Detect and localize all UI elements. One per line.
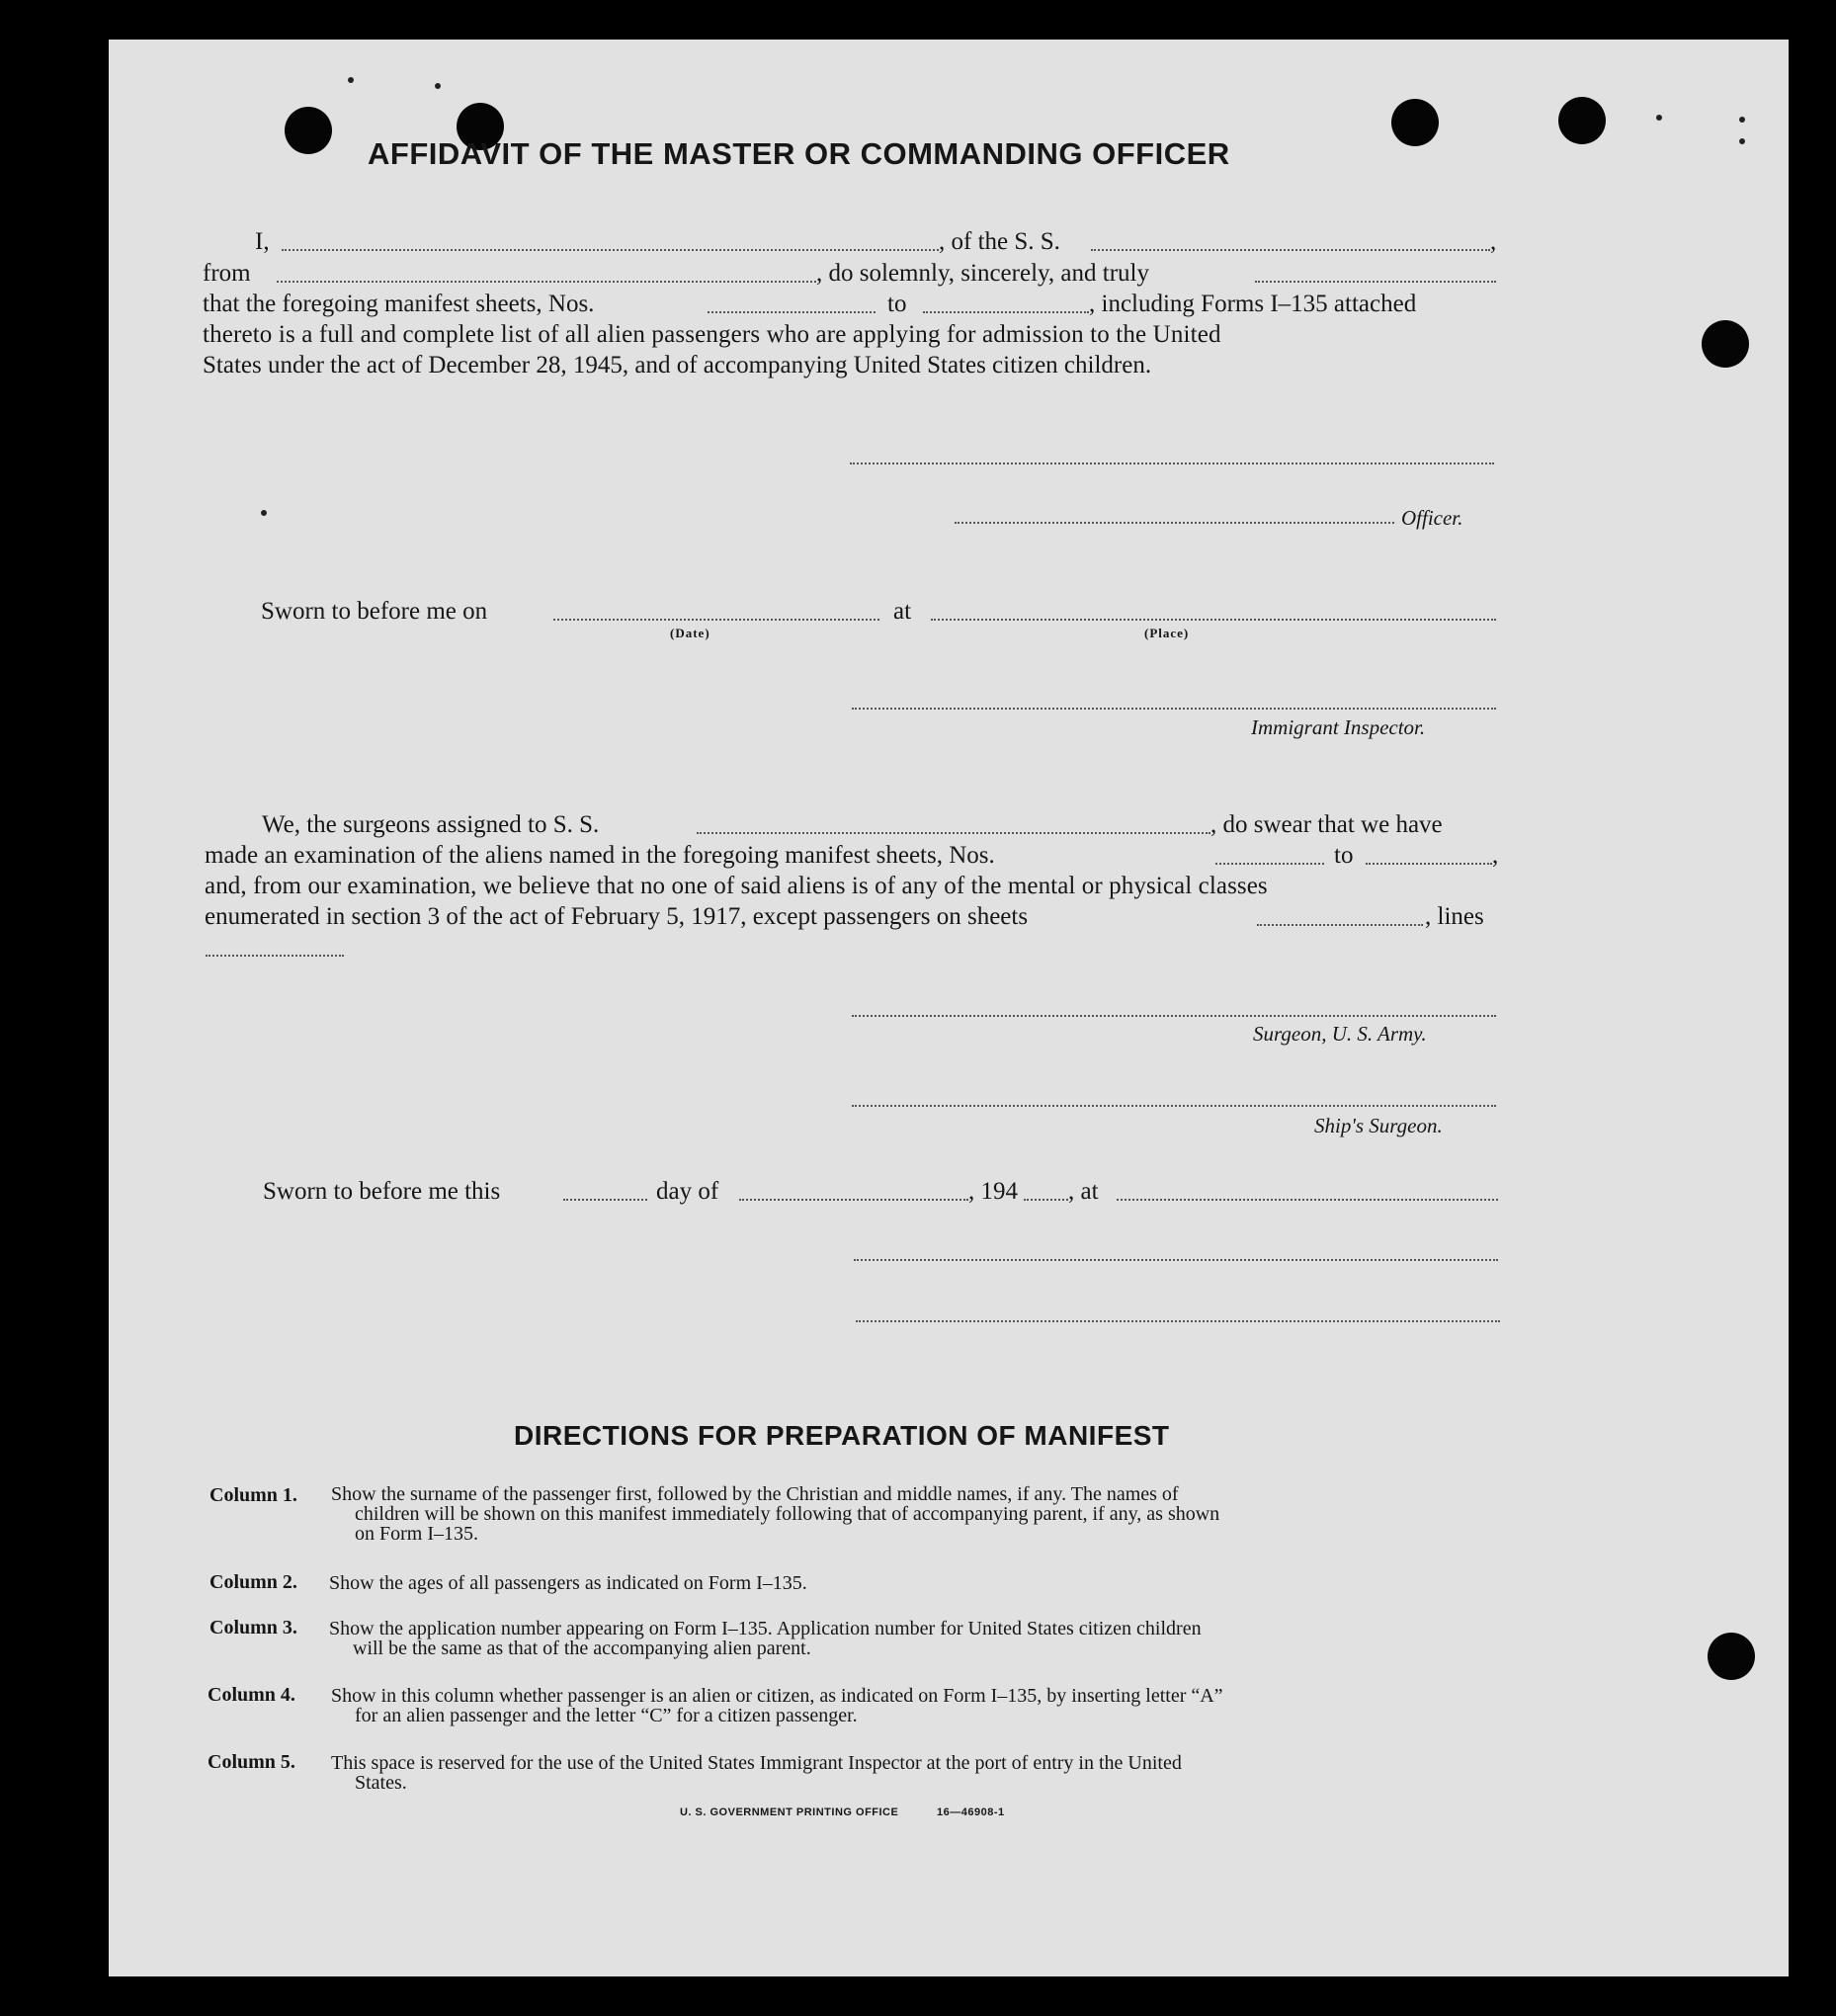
text-swear: , do swear that we have (1210, 811, 1443, 838)
text-sworn-on: Sworn to before me on (261, 598, 488, 625)
text-year-prefix: , 194 (968, 1178, 1018, 1205)
ship-surgeon-signature-field[interactable] (852, 1105, 1496, 1107)
inspector-signature-field[interactable] (852, 708, 1496, 710)
column-4-line-2: for an alien passenger and the letter “C” for a citizen passenger. (355, 1705, 858, 1726)
punch-hole (1391, 99, 1439, 146)
speck (1739, 138, 1745, 144)
text-lines: , lines (1425, 903, 1484, 930)
army-surgeon-caption: Surgeon, U. S. Army. (1253, 1022, 1427, 1046)
text-at-2: , at (1068, 1178, 1099, 1205)
text-surgeon-line4: enumerated in section 3 of the act of February 5, 1917, except passengers on sheets (205, 903, 1029, 930)
punch-hole (1708, 1633, 1755, 1680)
column-2-label: Column 2. (209, 1571, 297, 1593)
sworn-place-field[interactable] (931, 619, 1496, 621)
column-1-text (331, 1484, 1487, 1544)
sworn-day-field[interactable] (563, 1199, 647, 1201)
ship-name-field[interactable] (1091, 249, 1490, 251)
column-4-label: Column 4. (208, 1684, 295, 1706)
column-1-line-2: children will be shown on this manifest immediately following that of accompanying parent, if any, as shown (355, 1503, 1220, 1525)
text-made-exam: made an examination of the aliens named in the foregoing manifest sheets, Nos. (205, 842, 995, 869)
column-5-line-1: This space is reserved for the use of the United States Immigrant Inspector at the port of entry in the United (331, 1752, 1182, 1774)
sworn-place-field-2[interactable] (1117, 1199, 1498, 1201)
text-line5: States under the act of December 28, 1945, and of accompanying United States citizen children. (203, 352, 1152, 378)
punch-hole (1702, 320, 1749, 368)
speck (1739, 117, 1745, 123)
sworn-year-field[interactable] (1024, 1199, 1068, 1201)
speck (348, 77, 354, 83)
column-3-line-1: Show the application number appearing on Form I–135. Application number for United States citizen children (329, 1618, 1202, 1639)
text-comma: , (1490, 228, 1497, 255)
sworn-month-field[interactable] (739, 1199, 968, 1201)
column-1-line-1: Show the surname of the passenger first, followed by the Christian and middle names, if any. The names of (331, 1483, 1179, 1505)
date-caption: (Date) (670, 626, 710, 640)
column-3-text (329, 1619, 1485, 1658)
text-from: from (203, 260, 251, 287)
text-day-of: day of (656, 1178, 719, 1205)
from-port-field[interactable] (277, 281, 816, 283)
except-lines-field[interactable] (206, 955, 344, 957)
text-at: at (893, 598, 912, 625)
text-solemnly: , do solemnly, sincerely, and truly (816, 260, 1149, 287)
text-to: to (887, 291, 907, 317)
text-including: , including Forms I–135 attached (1089, 291, 1417, 317)
column-3-line-2: will be the same as that of the accompanying alien parent. (353, 1638, 811, 1659)
inspector-caption: Immigrant Inspector. (1251, 715, 1426, 739)
exam-sheets-to-field[interactable] (1366, 863, 1492, 865)
column-5-text (331, 1753, 1487, 1793)
text-of-ss: , of the S. S. (939, 228, 1060, 255)
sheets-from-field[interactable] (708, 311, 876, 313)
exam-sheets-from-field[interactable] (1215, 863, 1324, 865)
column-4-text (331, 1686, 1487, 1725)
speck (261, 510, 267, 516)
text-we-surgeons: We, the surgeons assigned to S. S. (262, 811, 600, 838)
column-1-label: Column 1. (209, 1484, 297, 1506)
form-code: 16—46908-1 (937, 1806, 1005, 1818)
signature-line-1[interactable] (854, 1259, 1498, 1261)
sworn-date-field[interactable] (553, 619, 879, 621)
printing-office-imprint: U. S. GOVERNMENT PRINTING OFFICE (680, 1806, 899, 1818)
column-4-line-1: Show in this column whether passenger is an alien or citizen, as indicated on Form I–135, by inserting letter “A” (331, 1685, 1223, 1707)
punch-hole (1558, 97, 1606, 144)
ship-surgeon-caption: Ship's Surgeon. (1314, 1114, 1443, 1137)
surgeon-ship-field[interactable] (697, 832, 1210, 834)
column-2-line-1: Show the ages of all passengers as indicated on Form I–135. (329, 1572, 807, 1594)
column-3-label: Column 3. (209, 1617, 297, 1638)
text-i: I, (255, 228, 270, 255)
speck (1656, 115, 1662, 121)
column-5-label: Column 5. (208, 1751, 295, 1773)
officer-title-field[interactable] (955, 522, 1394, 524)
master-name-field[interactable] (282, 249, 939, 251)
punch-hole (285, 107, 332, 154)
text-foregoing: that the foregoing manifest sheets, Nos. (203, 291, 595, 317)
column-5-line-2: States. (355, 1772, 407, 1794)
signature-line-2[interactable] (856, 1320, 1500, 1322)
text-surgeon-line3: and, from our examination, we believe that no one of said aliens is of any of the mental or physical classes (205, 873, 1268, 899)
text-to-2: to (1334, 842, 1354, 869)
master-signature-field[interactable] (850, 462, 1494, 464)
text-line4: thereto is a full and complete list of all alien passengers who are applying for admission to the United (203, 321, 1221, 348)
speck (435, 83, 441, 89)
column-1-line-3: on Form I–135. (355, 1523, 478, 1545)
text-sworn-this: Sworn to before me this (263, 1178, 501, 1205)
officer-caption: Officer. (1401, 506, 1463, 530)
text-comma-2: , (1492, 842, 1499, 869)
army-surgeon-signature-field[interactable] (852, 1015, 1496, 1017)
except-sheets-field[interactable] (1257, 924, 1423, 926)
column-2-text (329, 1573, 1485, 1593)
sheets-to-field[interactable] (923, 311, 1089, 313)
directions-heading: DIRECTIONS FOR PREPARATION OF MANIFEST (514, 1420, 1170, 1451)
place-caption: (Place) (1144, 626, 1190, 640)
declaration-field[interactable] (1255, 281, 1496, 283)
form-title: AFFIDAVIT OF THE MASTER OR COMMANDING OFFICER (368, 136, 1230, 171)
